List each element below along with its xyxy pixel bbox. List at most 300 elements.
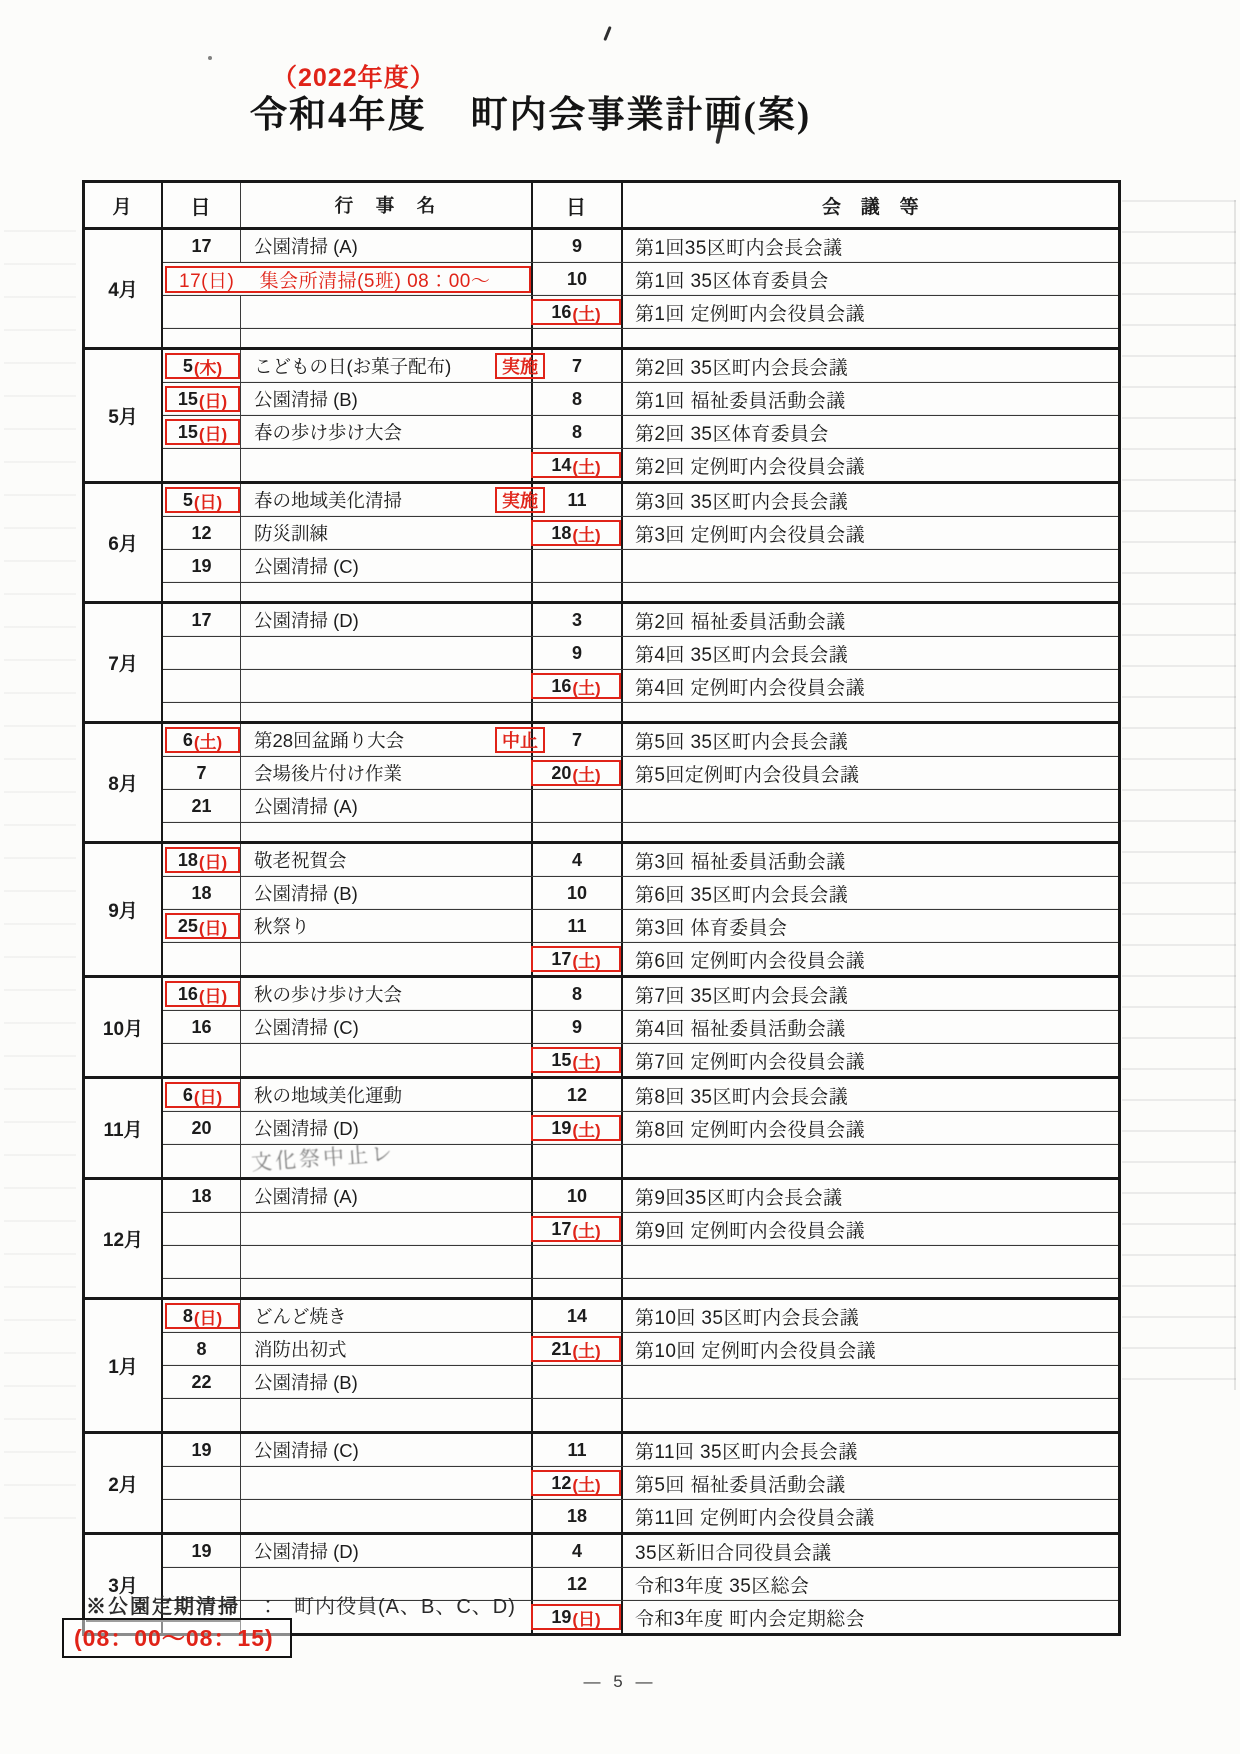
month-block: [85, 347, 1118, 481]
event-day-cell: [163, 1300, 241, 1332]
meeting-name-cell: [623, 1366, 1118, 1398]
month-block: [85, 601, 1118, 721]
event-name: 春の地域美化清掃: [254, 490, 403, 511]
table-row: [163, 1141, 1118, 1177]
event-name: 公園清掃 (B): [254, 883, 358, 904]
month-rows: [163, 724, 1118, 841]
meeting-day-cell: [533, 550, 623, 582]
event-day-cell: [163, 823, 241, 841]
event-name-cell: [241, 383, 533, 415]
scan-speck: [603, 26, 611, 41]
event-name-cell: [241, 724, 538, 756]
event-day-cell: [163, 637, 241, 669]
meeting-name-cell: 令和3年度 町内会定期総会: [635, 1608, 866, 1630]
table-row: [163, 1499, 1118, 1532]
table-row: [163, 1466, 1118, 1499]
meeting-day-cell: [533, 1535, 623, 1567]
meeting-day-number: 11: [567, 489, 587, 510]
footnote-label: ※公園定期清掃: [86, 1596, 240, 1622]
meeting-day-number: 11: [567, 915, 587, 936]
meeting-day-cell: [533, 1112, 623, 1144]
event-day-cell: [163, 978, 241, 1010]
meeting-name-cell: 第10回 35区町内会長会議: [635, 1307, 860, 1329]
table-row: [163, 942, 1118, 975]
event-name-cell: [241, 1333, 533, 1365]
event-name-cell: [241, 1366, 533, 1398]
meeting-day-number: 14: [551, 454, 572, 475]
meeting-day-weekday: (土): [572, 304, 601, 324]
day-number: 19: [191, 1439, 212, 1460]
meeting-day-number: 17: [551, 948, 572, 969]
month-label: 8月: [85, 724, 163, 841]
month-label: 1月: [85, 1300, 163, 1431]
month-block: [85, 1297, 1118, 1431]
event-name-cell: [241, 757, 533, 789]
meeting-day-cell: [533, 943, 623, 975]
meeting-day-weekday: (土): [572, 678, 601, 698]
meeting-day-cell: [533, 1568, 623, 1600]
meeting-name-cell: [623, 1246, 1118, 1278]
event-name-cell: [241, 550, 533, 582]
event-day-cell: [163, 1145, 241, 1177]
meeting-day-weekday: (土): [572, 765, 601, 785]
meeting-name-cell: [623, 823, 1118, 841]
month-block: [85, 721, 1118, 841]
event-name: 公園清掃 (B): [254, 389, 358, 410]
event-day-cell: [163, 943, 241, 975]
red-box-annotation: 17(日) 集会所清掃(5班) 08：00～: [165, 266, 531, 293]
table-row: [163, 549, 1118, 582]
meeting-name-cell: 第9回 定例町内会役員会議: [635, 1220, 866, 1242]
month-rows: [163, 1300, 1118, 1431]
meeting-day-number: 4: [571, 849, 582, 870]
meeting-day-cell: [533, 670, 623, 702]
meeting-name-cell: 第3回 福祉委員活動会議: [635, 851, 846, 873]
table-row: [163, 262, 1118, 295]
meeting-day-number: 8: [571, 388, 582, 409]
table-row: [163, 822, 1118, 841]
table-row: [163, 350, 1118, 382]
red-day-box: [165, 1303, 240, 1329]
day-number: 20: [191, 1117, 212, 1138]
event-name-cell: [241, 978, 533, 1010]
red-day-box: [531, 946, 621, 972]
meeting-day-number: 12: [566, 1084, 588, 1105]
meeting-name-cell: 第2回 35区町内会長会議: [635, 357, 849, 379]
meeting-day-number: 20: [551, 762, 572, 783]
month-label: 6月: [85, 484, 163, 601]
event-day-cell: [163, 670, 241, 702]
event-name-cell: [241, 1279, 533, 1297]
scan-bleed-left: [4, 230, 76, 1520]
event-day-cell: [163, 329, 241, 347]
meeting-day-cell: [533, 637, 623, 669]
meeting-name-cell: [623, 329, 1118, 347]
meeting-name-cell: 第1回 定例町内会役員会議: [635, 303, 866, 325]
table-row: [163, 230, 1118, 262]
meeting-name-cell: 第2回 定例町内会役員会議: [635, 456, 866, 478]
event-day-cell: [163, 1366, 241, 1398]
month-block: [85, 481, 1118, 601]
page-title: [250, 84, 811, 138]
meeting-day-number: 9: [571, 1016, 582, 1037]
red-day-box: [165, 727, 240, 753]
day-number: 21: [191, 795, 212, 816]
event-name-cell: [241, 637, 533, 669]
meeting-name-cell: 第5回 35区町内会長会議: [635, 731, 849, 753]
meeting-name-cell: 35区新旧合同役員会議: [635, 1542, 832, 1564]
meeting-name-cell: 第10回 定例町内会役員会議: [635, 1340, 877, 1362]
meeting-day-number: 10: [566, 882, 588, 903]
red-day-box: [165, 913, 240, 939]
footnote: [86, 1590, 516, 1619]
table-row: [163, 1245, 1118, 1278]
event-name-cell: [241, 844, 533, 876]
day-number: 25: [177, 915, 198, 936]
day-weekday: (日): [198, 852, 228, 872]
event-day-cell: [163, 1434, 241, 1466]
header-meeting-day: 日: [533, 183, 623, 227]
table-row: [163, 1111, 1118, 1144]
table-row: [163, 876, 1118, 909]
event-day-cell: [163, 230, 241, 262]
month-label: 3月: [85, 1535, 163, 1633]
meeting-day-cell: [533, 1246, 623, 1278]
red-day-box: [165, 386, 240, 412]
meeting-day-cell: [533, 604, 623, 636]
event-day-cell: [163, 416, 241, 448]
event-name-cell: [241, 1300, 533, 1332]
event-day-cell: [163, 1467, 241, 1499]
meeting-day-cell: [533, 263, 623, 295]
meeting-day-cell: [533, 350, 623, 382]
meeting-day-cell: [533, 823, 623, 841]
table-row: [163, 636, 1118, 669]
red-day-box: [165, 487, 240, 513]
meeting-day-cell: [533, 877, 623, 909]
event-name: 公園清掃 (C): [254, 1440, 359, 1461]
meeting-day-cell: [533, 1079, 623, 1111]
meeting-day-cell: [533, 1601, 623, 1633]
event-day-cell: [163, 724, 241, 756]
event-name: 秋祭り: [254, 916, 310, 937]
red-day-box: [165, 847, 240, 873]
header-event-day: 日: [163, 183, 241, 227]
event-name-cell: [241, 1246, 533, 1278]
day-weekday: (日): [198, 986, 228, 1006]
event-day-cell: [163, 703, 241, 721]
month-rows: [163, 978, 1118, 1076]
status-tag: 実施: [495, 353, 545, 379]
table-row: [163, 604, 1118, 636]
scan-bleed-right: [1122, 200, 1236, 1390]
event-name-cell: [241, 1399, 533, 1431]
event-name-cell: [241, 910, 533, 942]
handwritten-note: 文化祭中止レ: [250, 1141, 396, 1175]
month-rows: [163, 350, 1118, 481]
day-number: 6: [182, 1084, 193, 1105]
table-row: [163, 789, 1118, 822]
schedule-table: [82, 180, 1121, 1636]
event-name-cell: [241, 583, 533, 601]
meeting-name-cell: 第8回 定例町内会役員会議: [635, 1119, 866, 1141]
page-number: — 5 —: [583, 1672, 657, 1691]
event-name-cell: [241, 329, 533, 347]
event-name: どんど焼き: [254, 1306, 347, 1327]
month-rows: [163, 1434, 1118, 1532]
meeting-day-number: 17: [551, 1218, 572, 1239]
table-row: [163, 516, 1118, 549]
meeting-day-cell: [533, 1011, 623, 1043]
meeting-name-cell: 第4回 福祉委員活動会議: [635, 1018, 846, 1040]
footnote-value: 町内役員(A、B、C、D): [294, 1596, 516, 1618]
event-name-cell: [241, 604, 533, 636]
meeting-name-cell: 第4回 定例町内会役員会議: [635, 677, 866, 699]
event-day-cell: [163, 583, 241, 601]
event-name-cell: [241, 1213, 533, 1245]
meeting-day-cell: [533, 703, 623, 721]
meeting-day-number: 18: [566, 1505, 588, 1526]
event-name-cell: [241, 230, 533, 262]
month-rows: [163, 230, 1118, 347]
event-day-cell: [163, 910, 241, 942]
month-label: 12月: [85, 1180, 163, 1297]
month-label: 2月: [85, 1434, 163, 1532]
day-weekday: (日): [198, 391, 228, 411]
red-day-box: [531, 1047, 621, 1073]
event-day-cell: [163, 449, 241, 481]
day-number: 19: [191, 1540, 212, 1561]
day-number: 22: [191, 1371, 212, 1392]
event-name-cell: [241, 517, 533, 549]
meeting-day-cell: [533, 844, 623, 876]
event-day-cell: [163, 517, 241, 549]
table-row: [163, 1300, 1118, 1332]
meeting-day-cell: [533, 1434, 623, 1466]
day-number: 12: [191, 522, 212, 543]
status-tag: 実施: [495, 487, 545, 513]
meeting-name-cell: [623, 550, 1118, 582]
event-name-cell: [241, 823, 533, 841]
event-day-cell: [163, 350, 241, 382]
event-name-cell: [241, 790, 533, 822]
event-name-cell: [241, 1044, 533, 1076]
scan-speck: [208, 56, 212, 60]
meeting-day-cell: [533, 1399, 623, 1431]
month-rows: [163, 844, 1118, 975]
meeting-day-cell: [533, 724, 623, 756]
table-row: [163, 1332, 1118, 1365]
table-row: [163, 756, 1118, 789]
meeting-day-weekday: (日): [572, 1609, 601, 1629]
day-number: 18: [191, 1185, 212, 1206]
event-name-cell: [241, 703, 533, 721]
table-row: [163, 1043, 1118, 1076]
footnote-separator: ：: [258, 1596, 278, 1618]
red-day-box: [165, 419, 240, 445]
red-day-box: [165, 1082, 240, 1108]
meeting-day-cell: [533, 449, 623, 481]
meeting-name-cell: 第11回 35区町内会長会議: [635, 1441, 858, 1463]
event-day-cell: [163, 550, 241, 582]
event-name-cell: [241, 1535, 533, 1567]
event-span-cell: [163, 263, 533, 295]
meeting-day-number: 16: [551, 675, 572, 696]
event-day-cell: [163, 1279, 241, 1297]
red-day-box: [531, 452, 621, 478]
month-label: 7月: [85, 604, 163, 721]
meeting-day-cell: [533, 296, 623, 328]
event-day-cell: [163, 1399, 241, 1431]
meeting-day-weekday: (土): [572, 1341, 601, 1361]
day-weekday: (日): [198, 424, 228, 444]
event-name: 公園清掃 (D): [254, 1118, 359, 1139]
red-day-box: [531, 673, 621, 699]
event-day-cell: [163, 383, 241, 415]
event-name: 公園清掃 (C): [254, 1017, 359, 1038]
table-row: [163, 1079, 1118, 1111]
event-name: 秋の歩け歩け大会: [254, 984, 403, 1005]
meeting-day-number: 12: [551, 1472, 572, 1493]
meeting-name-cell: [623, 703, 1118, 721]
red-day-box: [531, 760, 621, 786]
header-event-name: 行 事 名: [241, 183, 533, 227]
table-row: [163, 1010, 1118, 1043]
month-block: [85, 230, 1118, 347]
table-row: [163, 484, 1118, 516]
event-day-cell: [163, 1112, 241, 1144]
event-name-cell: [241, 670, 533, 702]
meeting-day-cell: [533, 1333, 623, 1365]
event-day-cell: [163, 1180, 241, 1212]
meeting-name-cell: 第9回35区町内会長会議: [635, 1187, 843, 1209]
day-number: 5: [182, 489, 193, 510]
month-block: [85, 841, 1118, 975]
meeting-day-weekday: (土): [572, 1475, 601, 1495]
meeting-day-number: 21: [551, 1338, 572, 1359]
meeting-name-cell: 第3回 35区町内会長会議: [635, 491, 849, 513]
day-number: 16: [191, 1016, 212, 1037]
event-day-cell: [163, 1213, 241, 1245]
table-body: [85, 230, 1118, 1633]
meeting-name-cell: [623, 1145, 1118, 1177]
page-title-main: 町内会事業計画(案): [470, 95, 812, 136]
meeting-day-number: 16: [551, 301, 572, 322]
day-weekday: (日): [193, 1308, 223, 1328]
meeting-day-number: 10: [566, 1185, 588, 1206]
meeting-day-number: 19: [551, 1117, 572, 1138]
meeting-day-cell: [533, 517, 623, 549]
meeting-day-number: 10: [566, 268, 588, 289]
meeting-day-cell: [533, 1279, 623, 1297]
table-row: [163, 724, 1118, 756]
meeting-name-cell: 令和3年度 35区総会: [635, 1575, 810, 1597]
meeting-day-cell: [533, 1044, 623, 1076]
red-day-box: [165, 353, 240, 379]
day-number: 6: [182, 729, 193, 750]
day-number: 18: [191, 882, 212, 903]
meeting-day-number: 8: [571, 983, 582, 1004]
event-name-cell: [241, 350, 538, 382]
day-number: 16: [177, 983, 198, 1004]
day-number: 15: [177, 388, 198, 409]
day-number: 18: [177, 849, 198, 870]
table-row: [163, 909, 1118, 942]
red-day-box: [165, 981, 240, 1007]
meeting-day-number: 7: [571, 729, 582, 750]
day-number: 17: [191, 235, 212, 256]
table-row: [163, 702, 1118, 721]
day-weekday: (日): [198, 918, 228, 938]
meeting-name-cell: 第6回 35区町内会長会議: [635, 884, 849, 906]
meeting-name-cell: 第7回 定例町内会役員会議: [635, 1051, 866, 1073]
meeting-day-weekday: (土): [572, 1221, 601, 1241]
meeting-day-number: 3: [571, 609, 582, 630]
table-row: [163, 448, 1118, 481]
meeting-name-cell: 第8回 35区町内会長会議: [635, 1086, 849, 1108]
event-name-cell: [241, 1180, 533, 1212]
meeting-day-cell: [533, 1145, 623, 1177]
table-row: [163, 978, 1118, 1010]
table-header-row: [85, 183, 1118, 230]
red-day-box: [531, 1216, 621, 1242]
event-name-cell: [241, 1434, 533, 1466]
month-block: [85, 1431, 1118, 1532]
meeting-day-number: 19: [551, 1606, 572, 1627]
meeting-name-cell: [623, 790, 1118, 822]
red-day-box: [531, 520, 621, 546]
meeting-name-cell: 第2回 35区体育委員会: [635, 423, 829, 445]
meeting-day-number: 9: [571, 235, 582, 256]
month-rows: [163, 604, 1118, 721]
red-day-box: [531, 1470, 621, 1496]
month-label: 9月: [85, 844, 163, 975]
meeting-name-cell: 第1回 35区体育委員会: [635, 270, 829, 292]
meeting-name-cell: 第5回定例町内会役員会議: [635, 764, 860, 786]
meeting-day-cell: [533, 416, 623, 448]
table-row: [163, 1278, 1118, 1297]
meeting-name-cell: 第5回 福祉委員活動会議: [635, 1474, 846, 1496]
event-day-cell: [163, 844, 241, 876]
month-label: 10月: [85, 978, 163, 1076]
meeting-day-cell: [533, 757, 623, 789]
meeting-day-weekday: (土): [572, 525, 601, 545]
meeting-day-weekday: (土): [572, 457, 601, 477]
day-number: 8: [196, 1338, 207, 1359]
event-day-cell: [163, 1535, 241, 1567]
month-label: 5月: [85, 350, 163, 481]
month-block: [85, 975, 1118, 1076]
table-row: [163, 382, 1118, 415]
meeting-day-cell: [533, 484, 623, 516]
meeting-day-cell: [533, 1500, 623, 1532]
event-name-cell: [241, 1079, 533, 1111]
day-weekday: (土): [193, 732, 223, 752]
event-name: 春の歩け歩け大会: [254, 422, 403, 443]
footnote-time-red-box: (08：00～08：15): [62, 1618, 292, 1658]
day-number: 7: [196, 762, 207, 783]
month-rows: [163, 1079, 1118, 1177]
meeting-day-number: 18: [551, 522, 572, 543]
meeting-day-number: 7: [571, 355, 582, 376]
table-row: [163, 1180, 1118, 1212]
table-row: [163, 582, 1118, 601]
event-name-cell: [241, 416, 533, 448]
event-name: 公園清掃 (D): [254, 610, 359, 631]
meeting-day-number: 14: [566, 1305, 588, 1326]
table-row: [163, 1398, 1118, 1431]
event-day-cell: [163, 757, 241, 789]
